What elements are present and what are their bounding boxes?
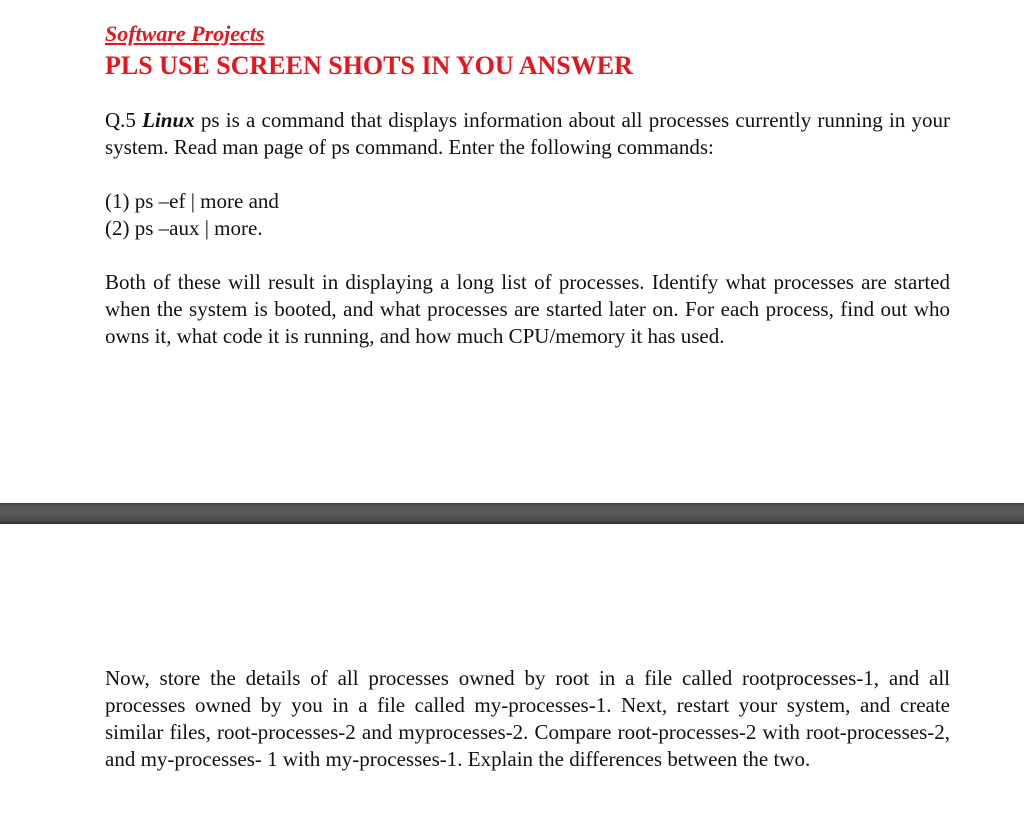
command-item: (1) ps –ef | more and xyxy=(105,189,279,213)
page-separator xyxy=(0,503,1024,524)
course-title: Software Projects xyxy=(105,21,265,46)
question-number: Q.5 xyxy=(105,108,136,132)
question-details: Both of these will result in displaying a long list of processes. Identify what processes are started when the system is booted, and what processes are started later on. For each process, find out who owns it, what code it is running, and how much CPU/memory it has used. xyxy=(105,270,950,348)
question-intro-text: ps is a command that displays information about all processes currently running in your system. Read man page of ps command. Enter the following commands: xyxy=(105,108,951,159)
question-intro xyxy=(105,107,950,161)
command-list xyxy=(105,188,950,242)
command-item: (2) ps –aux | more. xyxy=(105,216,263,240)
question-continuation: Now, store the details of all processes owned by root in a file called rootprocesses-1, and all processes owned by you in a file called my-processes-1. Next, restart your system, and create similar files, root-processes-2 and myprocesses-2. Compare root-processes-2 with root-processes-2, and my-processes- 1 with my-processes-1. Explain the differences between the two. xyxy=(105,666,950,771)
os-name: Linux xyxy=(142,108,195,132)
instruction-banner: PLS USE SCREEN SHOTS IN YOU ANSWER xyxy=(105,51,633,80)
